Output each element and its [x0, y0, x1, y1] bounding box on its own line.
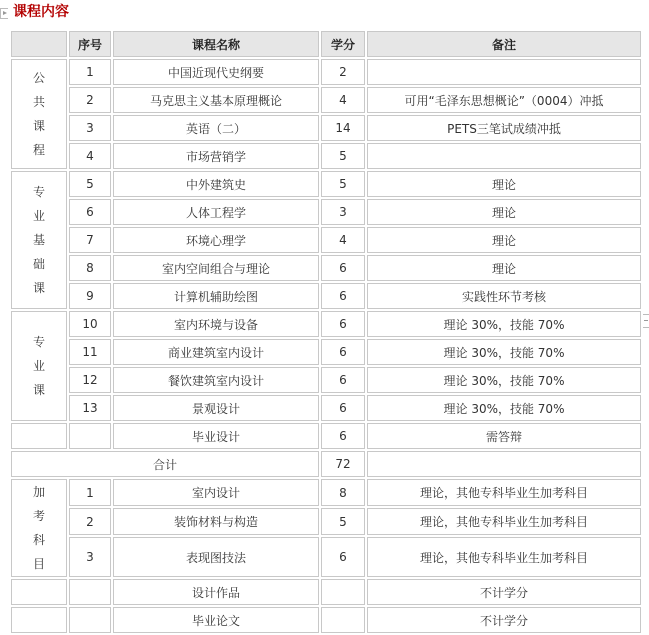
- table-row: [11, 423, 641, 449]
- row-no: 4: [69, 143, 111, 169]
- row-name: 室内环境与设备: [113, 311, 319, 337]
- empty-no-cell: [69, 607, 111, 633]
- table-row: [11, 311, 641, 337]
- table-row: [11, 59, 641, 85]
- row-name: 环境心理学: [113, 227, 319, 253]
- row-name: 表现图技法: [113, 537, 319, 577]
- collapse-handle-icon[interactable]: [642, 314, 649, 328]
- empty-no-cell: [69, 579, 111, 605]
- total-credit: 72: [321, 451, 365, 477]
- row-name: 室内空间组合与理论: [113, 255, 319, 281]
- row-name: 中国近现代史纲要: [113, 59, 319, 85]
- row-name: 中外建筑史: [113, 171, 319, 197]
- row-no: 1: [69, 59, 111, 85]
- row-note: 理论: [367, 171, 641, 197]
- table-row: [11, 171, 641, 197]
- row-note: 可用“毛泽东思想概论”（0004）冲抵: [367, 87, 641, 113]
- row-note: [367, 59, 641, 85]
- row-credit: 5: [321, 171, 365, 197]
- row-name: 景观设计: [113, 395, 319, 421]
- row-note: PETS三笔试成绩冲抵: [367, 115, 641, 141]
- row-no: 6: [69, 199, 111, 225]
- empty-category-cell: [11, 607, 67, 633]
- row-credit: 14: [321, 115, 365, 141]
- header-name: 课程名称: [113, 31, 319, 57]
- table-row: [11, 508, 641, 535]
- row-no: 2: [69, 508, 111, 535]
- category-cell-major: 专 业 课: [11, 311, 67, 421]
- row-no: 5: [69, 171, 111, 197]
- row-name: 计算机辅助绘图: [113, 283, 319, 309]
- row-credit: 5: [321, 508, 365, 535]
- table-row: [11, 367, 641, 393]
- row-no: 12: [69, 367, 111, 393]
- table-row: [11, 199, 641, 225]
- header-note: 备注: [367, 31, 641, 57]
- table-row: [11, 479, 641, 506]
- row-note: 需答辩: [367, 423, 641, 449]
- row-note: 理论 30%，技能 70%: [367, 311, 641, 337]
- row-no: 9: [69, 283, 111, 309]
- row-name: 毕业设计: [113, 423, 319, 449]
- table-row: [11, 115, 641, 141]
- table-row: [11, 537, 641, 577]
- row-name: 马克思主义基本原理概论: [113, 87, 319, 113]
- row-note: 理论: [367, 227, 641, 253]
- row-name: 设计作品: [113, 579, 319, 605]
- table-row: [11, 227, 641, 253]
- row-no: 3: [69, 537, 111, 577]
- row-name: 英语（二）: [113, 115, 319, 141]
- empty-no-cell: [69, 423, 111, 449]
- empty-credit-cell: [321, 607, 365, 633]
- row-no: 7: [69, 227, 111, 253]
- table-row: [11, 607, 641, 633]
- table-row: [11, 255, 641, 281]
- row-name: 市场营销学: [113, 143, 319, 169]
- row-note: [367, 143, 641, 169]
- table-row: [11, 579, 641, 605]
- row-note: 实践性环节考核: [367, 283, 641, 309]
- row-credit: 2: [321, 59, 365, 85]
- row-note: 理论 30%，技能 70%: [367, 367, 641, 393]
- total-row: [11, 451, 641, 477]
- row-no: 10: [69, 311, 111, 337]
- row-name: 餐饮建筑室内设计: [113, 367, 319, 393]
- row-credit: 5: [321, 143, 365, 169]
- row-no: 2: [69, 87, 111, 113]
- row-no: 13: [69, 395, 111, 421]
- course-table: [9, 29, 643, 635]
- page-title: 课程内容: [13, 4, 69, 20]
- expand-arrow-icon[interactable]: [0, 8, 8, 19]
- row-credit: 6: [321, 255, 365, 281]
- header-credit: 学分: [321, 31, 365, 57]
- row-note: 理论 30%，技能 70%: [367, 395, 641, 421]
- category-cell-extra: 加 考 科 目: [11, 479, 67, 577]
- row-note: 不计学分: [367, 579, 641, 605]
- total-label: 合计: [11, 451, 319, 477]
- category-cell-foundation: 专 业 基 础 课: [11, 171, 67, 309]
- empty-note-cell: [367, 451, 641, 477]
- header-category: [11, 31, 67, 57]
- row-credit: 6: [321, 283, 365, 309]
- table-row: [11, 339, 641, 365]
- empty-category-cell: [11, 423, 67, 449]
- category-cell-public: 公 共 课 程: [11, 59, 67, 169]
- row-credit: 6: [321, 395, 365, 421]
- row-name: 毕业论文: [113, 607, 319, 633]
- row-note: 理论，其他专科毕业生加考科目: [367, 479, 641, 506]
- row-credit: 6: [321, 367, 365, 393]
- row-no: 8: [69, 255, 111, 281]
- row-name: 装饰材料与构造: [113, 508, 319, 535]
- row-note: 理论，其他专科毕业生加考科目: [367, 508, 641, 535]
- table-row: [11, 143, 641, 169]
- empty-credit-cell: [321, 579, 365, 605]
- row-name: 商业建筑室内设计: [113, 339, 319, 365]
- table-row: [11, 395, 641, 421]
- row-credit: 6: [321, 339, 365, 365]
- row-credit: 4: [321, 227, 365, 253]
- row-note: 理论 30%，技能 70%: [367, 339, 641, 365]
- table-row: [11, 283, 641, 309]
- row-credit: 8: [321, 479, 365, 506]
- row-credit: 3: [321, 199, 365, 225]
- table-row: [11, 87, 641, 113]
- row-no: 3: [69, 115, 111, 141]
- row-name: 人体工程学: [113, 199, 319, 225]
- row-no: 11: [69, 339, 111, 365]
- row-no: 1: [69, 479, 111, 506]
- empty-category-cell: [11, 579, 67, 605]
- row-note: 理论: [367, 255, 641, 281]
- row-note: 理论: [367, 199, 641, 225]
- row-note: 理论，其他专科毕业生加考科目: [367, 537, 641, 577]
- row-credit: 4: [321, 87, 365, 113]
- row-credit: 6: [321, 311, 365, 337]
- table-header-row: [11, 31, 641, 57]
- row-credit: 6: [321, 423, 365, 449]
- row-credit: 6: [321, 537, 365, 577]
- row-note: 不计学分: [367, 607, 641, 633]
- header-no: 序号: [69, 31, 111, 57]
- row-name: 室内设计: [113, 479, 319, 506]
